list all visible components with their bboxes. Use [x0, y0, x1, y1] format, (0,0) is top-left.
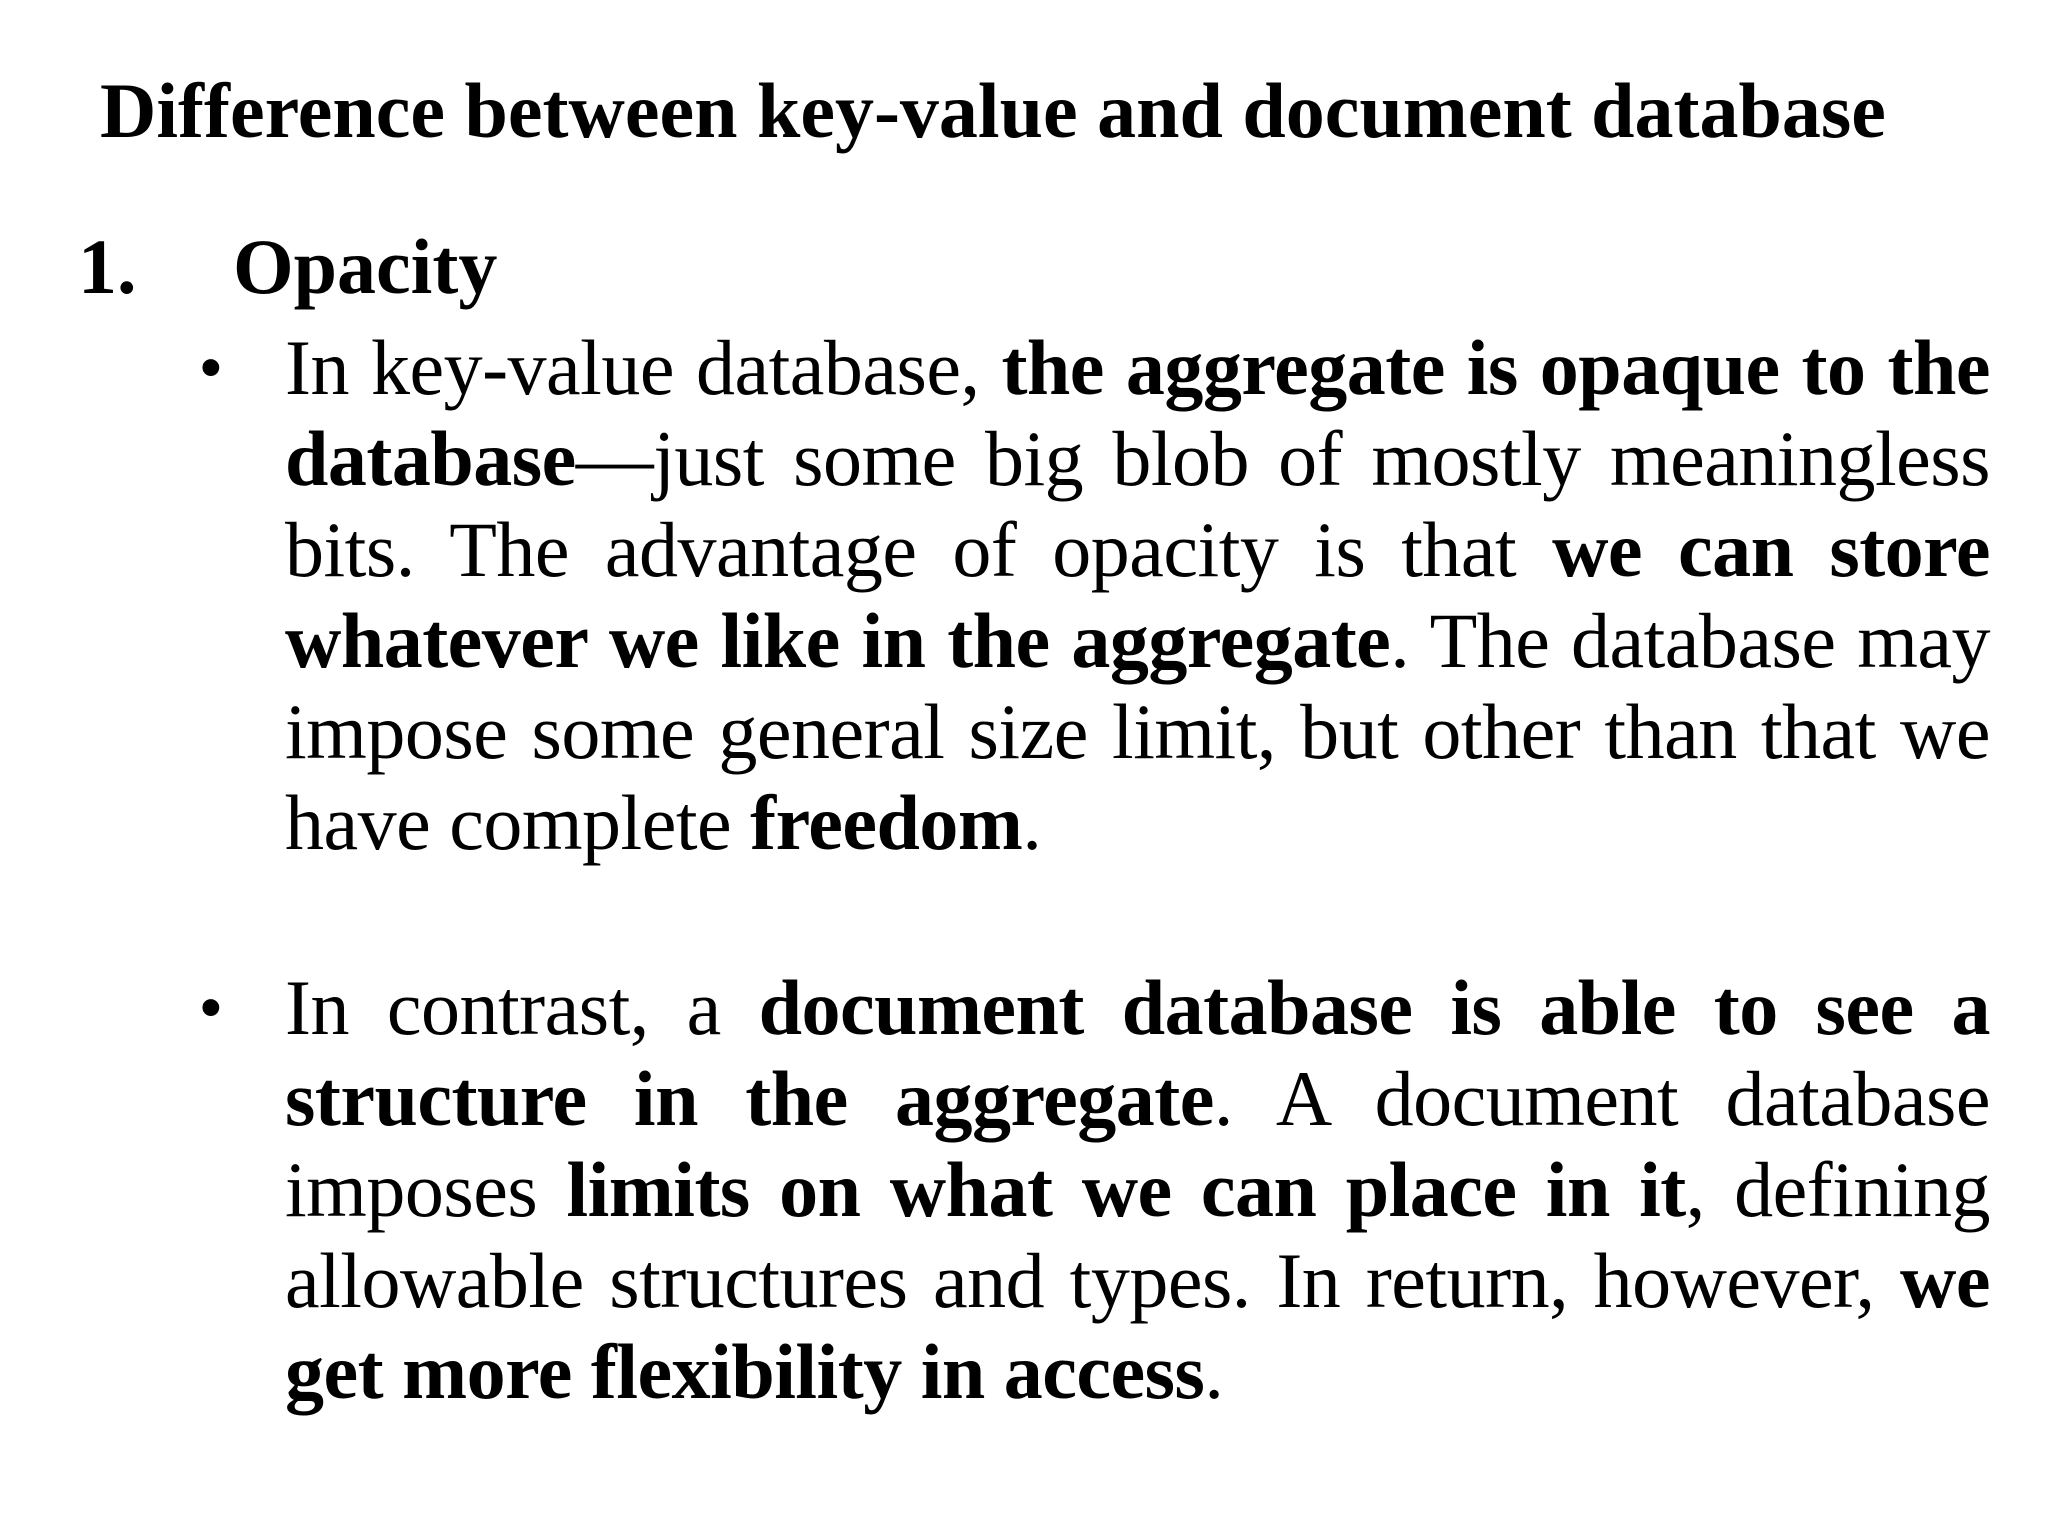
bullet-text-bold: document database is able to see a structure in the aggregate [285, 964, 1990, 1142]
bullet-paragraph [285, 322, 1990, 868]
bullet-item-opacity-key-value [200, 322, 1990, 868]
bullet-text-bold: the aggregate is opaque to the database [285, 324, 1990, 502]
bullet-paragraph [285, 962, 1990, 1417]
bullet-text: , defining allowable structures and types. In return, however, [285, 1146, 1991, 1324]
bullet-item-document-database [200, 962, 1990, 1417]
bullet-icon: • [200, 333, 222, 402]
bullet-text-bold: we get more flexibility in access [285, 1237, 1990, 1415]
slide-title: Difference between key-value and document database [100, 67, 1886, 154]
bullet-text-bold: freedom [750, 779, 1023, 866]
bullet-text: In key-value database, [285, 324, 1002, 411]
bullet-text: . A document database imposes [285, 1055, 1990, 1233]
bullet-text: . The database may impose some general size limit, but other than that we have complete [285, 597, 1990, 866]
section-number: 1. [78, 223, 137, 310]
section-heading-text: Opacity [233, 223, 498, 310]
bullet-text: . [1204, 1328, 1224, 1415]
bullet-text-bold: we can store whatever we like in the aggregate [285, 506, 1991, 684]
bullet-icon: • [200, 973, 222, 1042]
bullet-text: . [1022, 779, 1042, 866]
bullet-text: —just some big blob of mostly meaningless bits. The advantage of opacity is that [285, 415, 1990, 593]
bullet-text: In contrast, a [285, 964, 759, 1051]
bullet-text-bold: limits on what we can place in it [566, 1146, 1686, 1233]
section-heading [78, 222, 497, 312]
